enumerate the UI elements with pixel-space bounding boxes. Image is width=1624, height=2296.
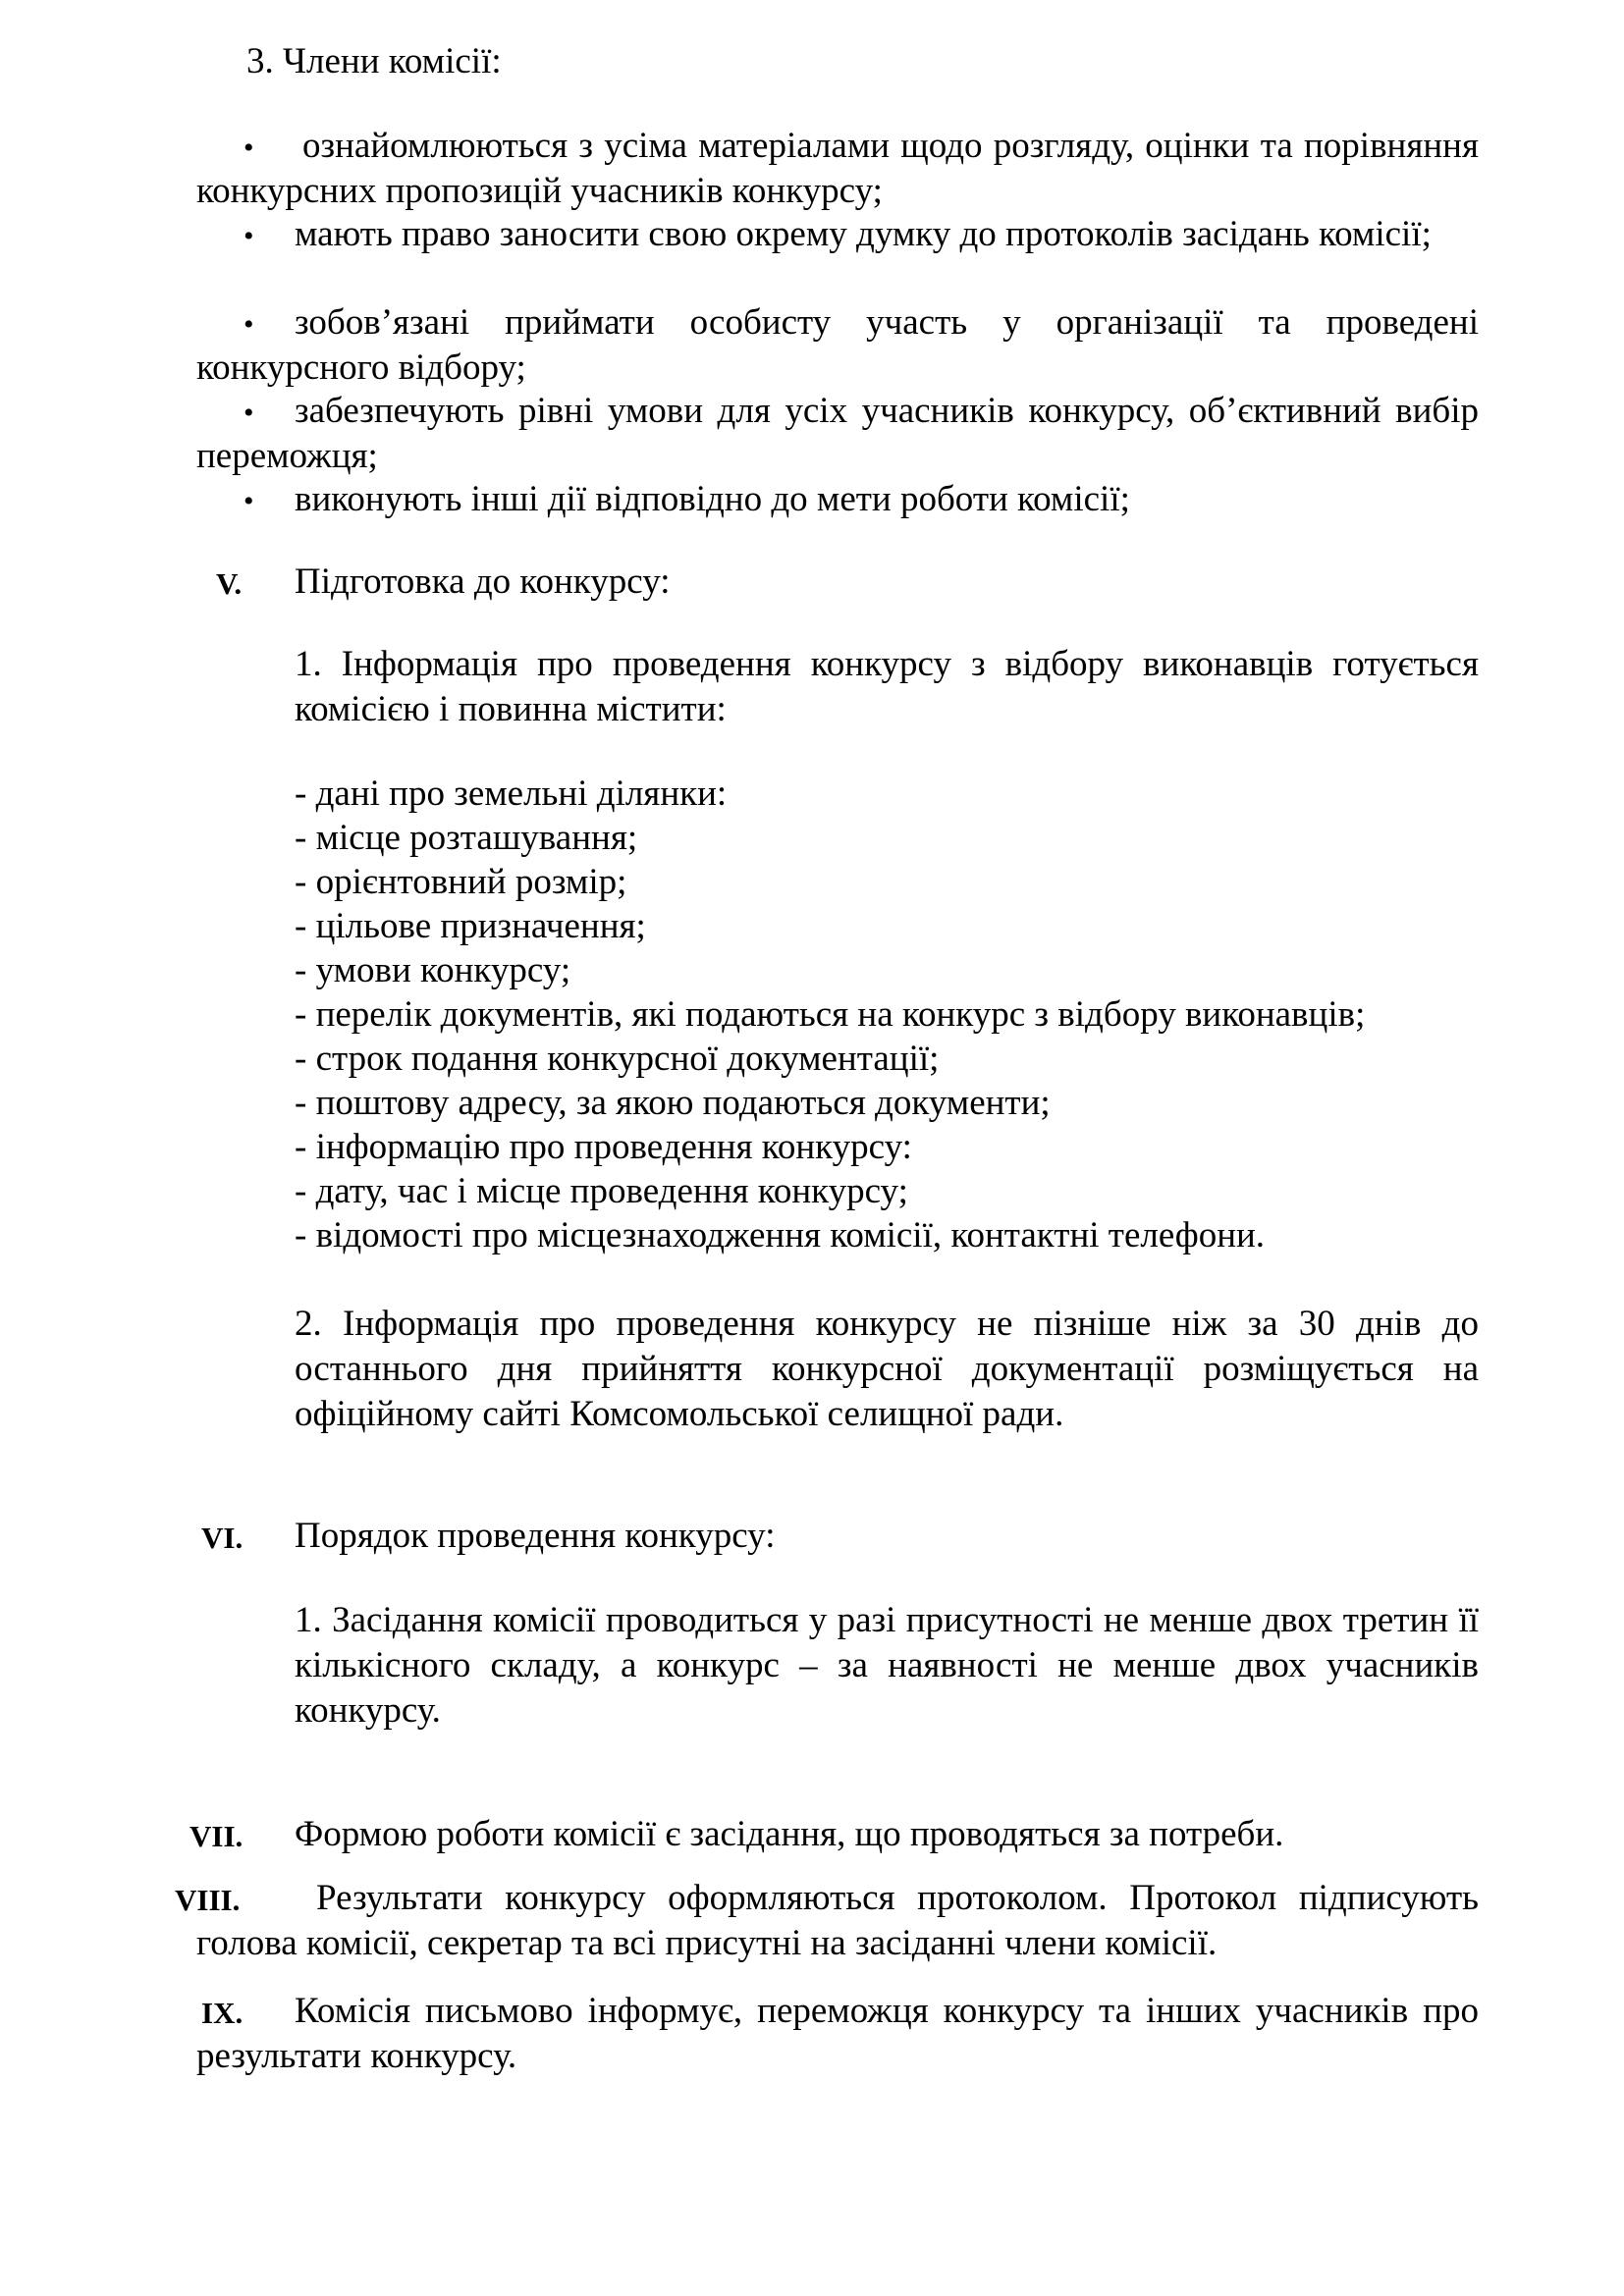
list-item: - поштову адресу, за якою подаються документи;	[295, 1083, 1051, 1123]
list-item: - перелік документів, які подаються на конкурс з відбору виконавців;	[295, 994, 1366, 1035]
section-text: Результати конкурсу оформляються протоколом. Протокол підписують голова комісії, секретар та всі присутні на засіданні члени комісії.	[196, 1878, 1479, 1963]
list-item: - умови конкурсу;	[295, 950, 571, 990]
list-item: - орієнтовний розмір;	[295, 862, 627, 902]
paragraph: 2. Інформація про проведення конкурсу не пізніше ніж за 30 днів до останнього дня прийняття конкурсної документації розміщується на офіційному сайті Комсомольської селищної ради.	[295, 1304, 1479, 1434]
section-title: Порядок проведення конкурсу:	[295, 1516, 776, 1556]
list-item: - дату, час і місце проведення конкурсу;	[295, 1171, 908, 1211]
paragraph: 1. Засідання комісії проводиться у разі присутності не менше двох третин її кількісного складу, а конкурс – за наявності не менше двох учасників конкурсу.	[295, 1600, 1479, 1731]
list-item: - відомості про місцезнаходження комісії, контактні телефони.	[295, 1215, 1266, 1255]
members-duty-5: виконують інші дії відповідно до мети роботи комісії;	[295, 479, 1130, 519]
paragraph: 1. Інформація про проведення конкурсу з відбору виконавців готується комісією і повинна містити:	[295, 644, 1479, 729]
bullet-icon: •	[244, 132, 254, 164]
members-duty-2: мають право заносити свою окрему думку до протоколів засідань комісії;	[295, 214, 1432, 254]
section-number: VII.	[189, 1819, 244, 1853]
members-duty-1: ознайомлюються з усіма матеріалами щодо розгляду, оцінки та порівняння конкурсних пропозицій учасників конкурсу;	[196, 126, 1479, 211]
list-item: - інформацію про проведення конкурсу:	[295, 1127, 912, 1167]
members-duty-4: забезпечують рівні умови для усіх учасників конкурсу, об’єктивний вибір переможця;	[196, 391, 1479, 476]
bullet-icon: •	[244, 308, 254, 341]
list-item: - місце розташування;	[295, 818, 638, 858]
section-number: IX.	[201, 1996, 244, 2030]
section-number: VIII.	[175, 1883, 241, 1917]
list-item: - строк подання конкурсної документації;	[295, 1039, 940, 1079]
bullet-icon: •	[244, 220, 254, 252]
section-text: Формою роботи комісії є засідання, що проводяться за потреби.	[295, 1814, 1284, 1854]
list-item: - дані про земельні ділянки:	[295, 774, 728, 814]
members-heading: 3. Члени комісії:	[246, 41, 502, 81]
bullet-icon: •	[244, 397, 254, 429]
section-number: V.	[216, 566, 243, 601]
section-text: Комісія письмово інформує, переможця конкурсу та інших учасників про результати конкурсу.	[196, 1991, 1479, 2076]
section-number: VI.	[201, 1521, 244, 1555]
section-title: Підготовка до конкурсу:	[295, 561, 671, 602]
members-duty-3: зобов’язані приймати особисту участь у організації та проведені конкурсного відбору;	[196, 302, 1479, 388]
bullet-icon: •	[244, 485, 254, 517]
list-item: - цільове призначення;	[295, 906, 646, 946]
